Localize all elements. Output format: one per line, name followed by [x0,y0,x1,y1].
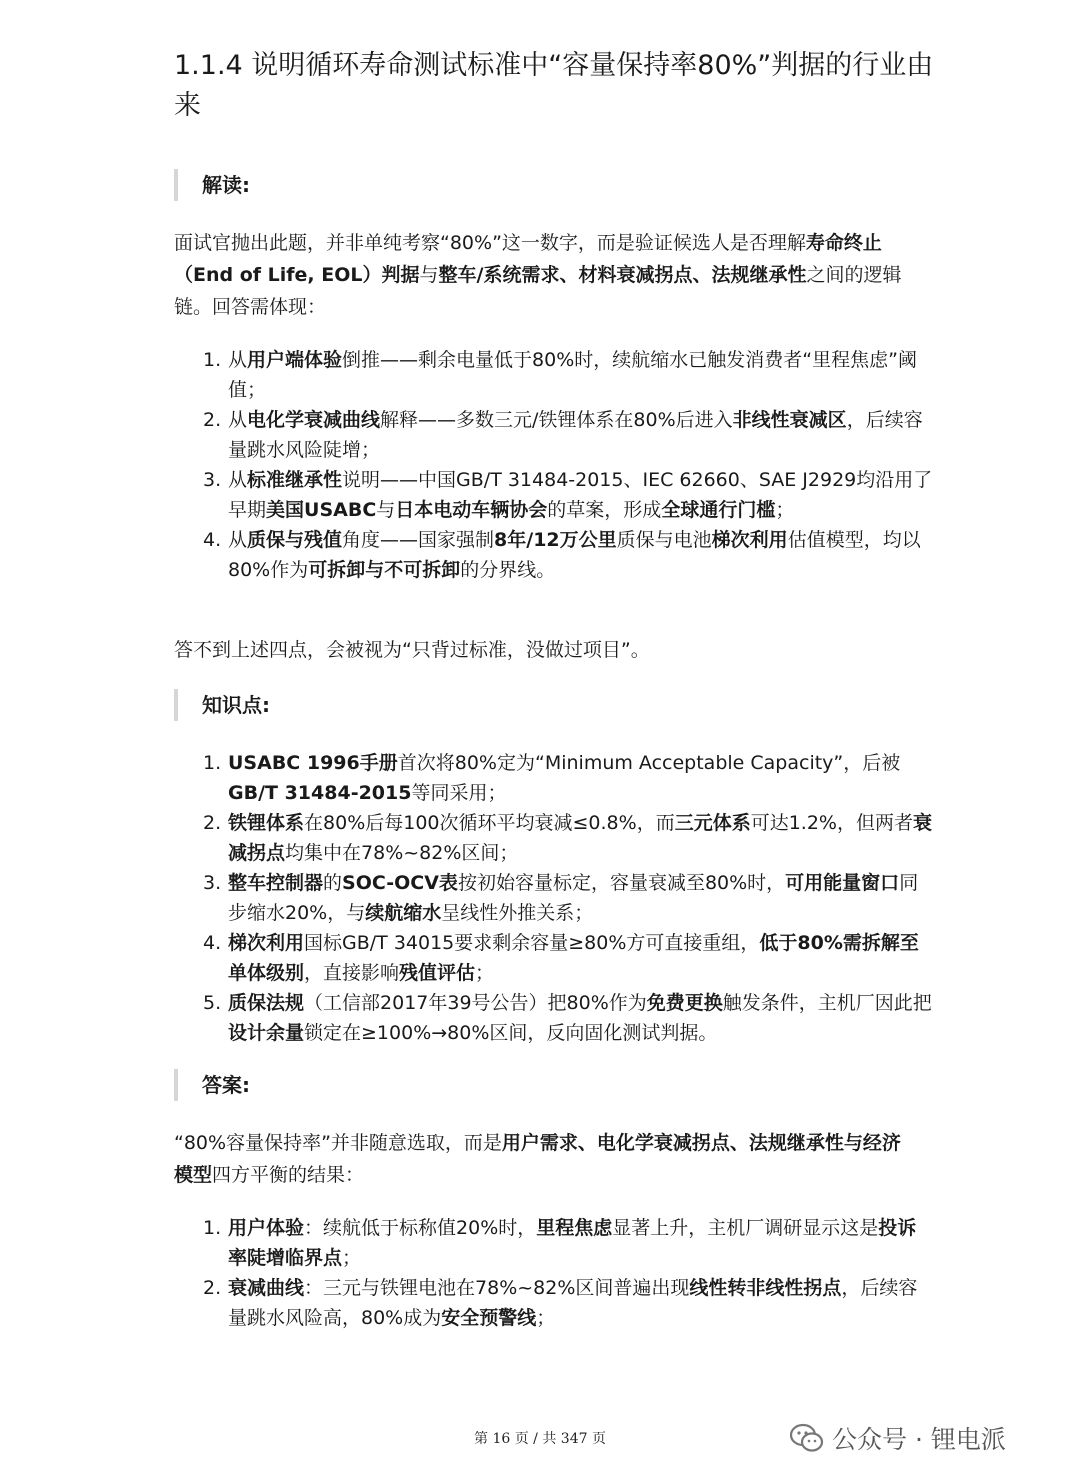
list-item: 1. USABC 1996手册首次将80%定为“Minimum Acceptable Capacity”，后被GB/T 31484-2015等同采用； [203,752,901,804]
bold-run: 设计余量 [228,1022,305,1044]
bold-run: 整车控制器 [228,872,324,894]
text-run: 之间的逻辑链。回答需体现： [174,264,902,318]
bold-run: 衰减曲线 [228,1277,305,1299]
text-run: 首次将80%定为“Minimum Acceptable Capacity”，后被 [397,752,901,774]
text-run: 同步缩水20%，与 [228,872,919,924]
bold-run: 安全预警线 [441,1307,537,1329]
bold-run: 电化学衰减曲线 [247,409,381,431]
bold-run: 续航缩水 [365,902,442,924]
bold-run: 投诉率陡增临界点 [228,1217,917,1269]
analysis-intro [174,227,919,323]
bold-run: 里程焦虑 [536,1217,613,1239]
text-run: 国标GB/T 34015要求剩余容量≥80%方可直接重组， [304,932,760,954]
list-item: 2. 从电化学衰减曲线解释——多数三元/铁锂体系在80%后进入非线性衰减区，后续容量跳水风险陡增； [203,409,923,461]
list-item: 5. 质保法规（工信部2017年39号公告）把80%作为免费更换触发条件，主机厂因此把设计余量锁定在≥100%→80%区间，反向固化测试判据。 [203,992,932,1044]
bold-run: 质保法规 [228,992,305,1014]
text-run: 等同采用； [411,782,507,804]
list-item: 1. 从用户端体验倒推——剩余电量低于80%时，续航缩水已触发消费者“里程焦虑”阈值； [203,349,917,401]
bold-run: 美国USABC [266,499,377,521]
list-item: 4. 梯次利用国标GB/T 34015要求剩余容量≥80%方可直接重组，低于80%需拆解至单体级别，直接影响残值评估； [203,932,919,984]
bold-run: 可拆卸与不可拆卸 [308,559,461,581]
text-run: 的分界线。 [460,559,556,581]
bold-run: 梯次利用 [228,932,305,954]
bold-run: 8年/12万公里 [494,529,617,551]
bold-run: 整车/系统需求、材料衰减拐点、法规继承性 [438,264,807,286]
text-run: 触发条件，主机厂因此把 [722,992,932,1014]
answer-list [198,1213,933,1333]
text-run: 锁定在≥100%→80%区间，反向固化测试判据。 [304,1022,718,1044]
list-item: 2. 铁锂体系在80%后每100次循环平均衰减≤0.8%，而三元体系可达1.2%，但两者衰减拐点均集中在78%~82%区间； [203,812,933,864]
text-run: 均集中在78%~82%区间； [285,842,519,864]
text-run: 四方平衡的结果： [212,1164,365,1186]
text-run: 显著上升，主机厂调研显示这是 [612,1217,879,1239]
text-run: 倒推——剩余电量低于80%时，续航缩水已触发消费者“里程焦虑”阈值； [228,349,917,401]
bold-run: 线性转非线性拐点 [689,1277,842,1299]
bold-run: USABC 1996手册 [228,752,398,774]
text-run: 从 [228,349,248,371]
bold-run: 日本电动车辆协会 [395,499,548,521]
text-run: ：三元与铁锂电池在78%~82%区间普遍出现 [304,1277,690,1299]
text-run: 的 [323,872,343,894]
text-run: 可达1.2%，但两者 [750,812,913,834]
list-item: 2. 衰减曲线：三元与铁锂电池在78%~82%区间普遍出现线性转非线性拐点，后续容量跳水风险高，80%成为安全预警线； [203,1277,918,1329]
text-run: “80%容量保持率”并非随意选取，而是 [174,1132,502,1154]
bold-run: SOC-OCV表 [342,872,458,894]
page-number: 第 16 页 / 共 347 页 [474,1431,606,1447]
section-heading-knowledge: 知识点: [174,689,270,721]
text-run: ：续航低于标称值20%时， [304,1217,537,1239]
bold-run: 寿命终止（End of Life, EOL）判据 [174,232,882,286]
bold-run: 梯次利用 [711,529,788,551]
text-run: 估值模型，均以80%作为 [228,529,921,581]
text-run: ； [775,499,795,521]
bold-run: 非线性衰减区 [732,409,847,431]
knowledge-list [198,748,933,1048]
text-run: ，后续容量跳水风险高，80%成为 [228,1277,918,1329]
answer-intro [174,1127,919,1191]
text-run: 质保与电池 [616,529,712,551]
text-run: 解释——多数三元/铁锂体系在80%后进入 [380,409,733,431]
list-item: 4. 从质保与残值角度——国家强制8年/12万公里质保与电池梯次利用估值模型，均以80%作为可拆卸与不可拆卸的分界线。 [203,529,921,581]
wechat-icon [790,1423,824,1453]
analysis-outro: 答不到上述四点，会被视为“只背过标准，没做过项目”。 [174,639,650,661]
text-run: 的草案，形成 [547,499,662,521]
list-item: 3. 从标准继承性说明——中国GB/T 31484-2015、IEC 62660、SAE J2929均沿用了早期美国USABC与日本电动车辆协会的草案，形成全球通行门槛； [203,469,933,521]
text-run: 从 [228,469,248,491]
text-run: （工信部2017年39号公告）把80%作为 [304,992,647,1014]
analysis-list [198,345,933,585]
bold-run: 衰减拐点 [228,812,933,864]
bold-run: 免费更换 [646,992,723,1014]
list-item: 1. 用户体验：续航低于标称值20%时，里程焦虑显著上升，主机厂调研显示这是投诉率陡增临界点； [203,1217,917,1269]
bold-run: 用户端体验 [247,349,343,371]
text-run: ，后续容量跳水风险陡增； [228,409,923,461]
list-item: 3. 整车控制器的SOC-OCV表按初始容量标定，容量衰减至80%时，可用能量窗口同步缩水20%，与续航缩水呈线性外推关系； [203,872,919,924]
text-run: 面试官抛出此题，并非单纯考察“80%”这一数字，而是验证候选人是否理解 [174,232,806,254]
text-run: 与 [376,499,396,521]
text-run: 呈线性外推关系； [441,902,594,924]
bold-run: 质保与残值 [247,529,343,551]
bold-run: 三元体系 [674,812,751,834]
bold-run: 用户体验 [228,1217,305,1239]
watermark-text: 公众号 · 锂电派 [832,1425,1006,1454]
text-run: 角度——国家强制 [342,529,495,551]
text-run: 说明——中国GB/T 31484-2015、IEC 62660、SAE J2929均沿用了早期 [228,469,933,521]
watermark [790,1420,1006,1456]
bold-run: 可用能量窗口 [785,872,900,894]
bold-run: 低于80%需拆解至单体级别 [228,932,919,984]
bold-run: 标准继承性 [247,469,343,491]
text-run: 从 [228,409,248,431]
bold-run: GB/T 31484-2015 [228,782,412,804]
text-run: 按初始容量标定，容量衰减至80%时， [457,872,786,894]
text-run: 与 [419,264,439,286]
text-run: ； [536,1307,556,1329]
text-run: 从 [228,529,248,551]
text-run: ； [342,1247,362,1269]
text-run: 在80%后每100次循环平均衰减≤0.8%，而 [304,812,675,834]
bold-run: 用户需求、电化学衰减拐点、法规继承性与经济模型 [174,1132,901,1186]
bold-run: 铁锂体系 [228,812,305,834]
page-title: 1.1.4 说明循环寿命测试标准中“容量保持率80%”判据的行业由来 [174,50,934,121]
section-heading-answer: 答案: [174,1069,250,1101]
bold-run: 残值评估 [399,962,476,984]
text-run: ； [475,962,495,984]
section-heading-analysis: 解读: [174,169,250,201]
text-run: ，直接影响 [304,962,400,984]
bold-run: 全球通行门槛 [661,499,776,521]
